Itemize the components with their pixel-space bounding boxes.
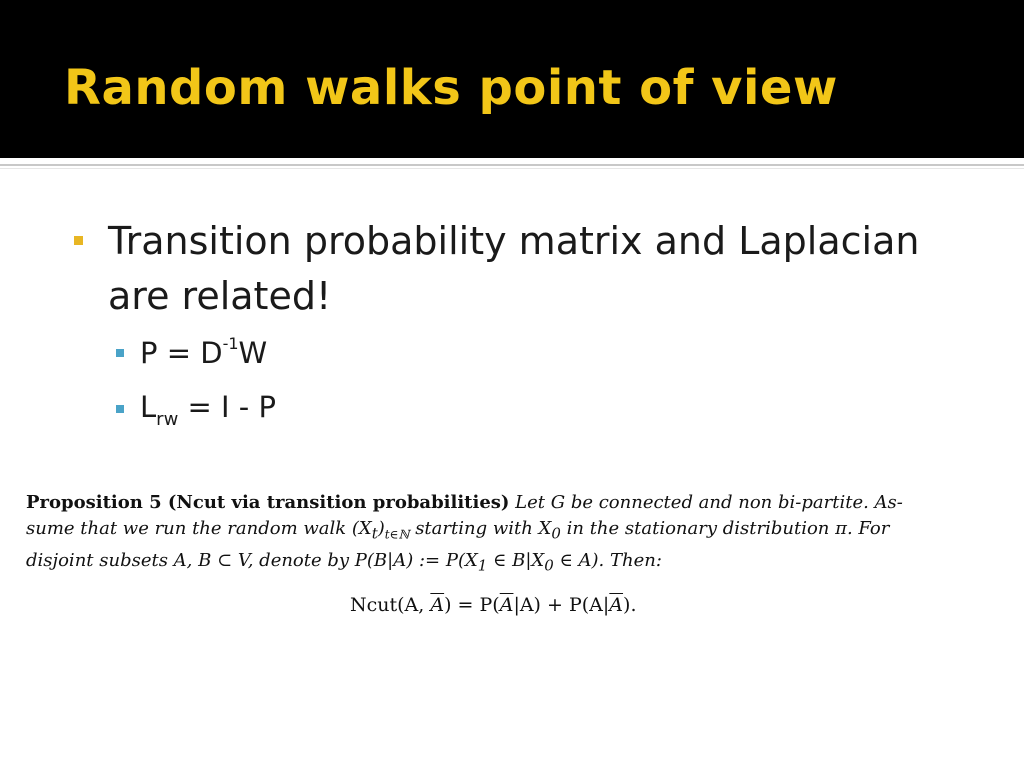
proposition-line-2-mid: starting with X xyxy=(409,518,552,539)
proposition-heading: Proposition 5 (Ncut via transition probabilities) xyxy=(26,492,510,513)
p-formula-lhs: P = D xyxy=(140,336,223,370)
title-divider xyxy=(0,164,1024,166)
index-set: t∈ℕ xyxy=(384,527,410,542)
subscript-0: 0 xyxy=(544,556,554,575)
a-complement: $\overline{A}$ xyxy=(430,594,445,616)
title-bar xyxy=(0,0,1024,158)
proposition-line-3 xyxy=(26,548,996,579)
sub-bullet-p-formula xyxy=(140,334,267,370)
subscript-0: 0 xyxy=(551,524,561,543)
main-bullet-text: Transition probability matrix and Laplacian are related! xyxy=(108,219,920,318)
sub-bullet-l-formula xyxy=(140,390,276,430)
main-bullet-icon xyxy=(74,236,83,245)
proposition-line-1 xyxy=(26,490,996,516)
ncut-equation xyxy=(350,594,636,616)
equation-end: ). xyxy=(623,594,637,616)
equation-mid-1: ) = P( xyxy=(444,594,500,616)
subscript-t: t xyxy=(371,524,378,543)
equation-mid-2: |A) + P(A| xyxy=(513,594,610,616)
proposition-line-3-text: disjoint subsets A, B ⊂ V, denote by P(B|A) := P(X xyxy=(26,549,478,571)
l-formula-base: L xyxy=(140,390,157,424)
l-formula-subscript: rw xyxy=(156,409,179,430)
sub-bullet-icon xyxy=(116,405,124,413)
p-formula-exponent: -1 xyxy=(222,334,239,353)
proposition-line-2-text: sume that we run the random walk (X xyxy=(26,518,372,539)
proposition-line-3-mid: ∈ B|X xyxy=(487,549,545,571)
proposition-block xyxy=(26,490,996,578)
title-divider-thin xyxy=(0,168,1024,169)
slide-title: Random walks point of view xyxy=(64,60,838,116)
sub-bullet-icon xyxy=(116,349,124,357)
proposition-line-2-end: in the stationary distribution π. For xyxy=(560,518,890,539)
proposition-line-2 xyxy=(26,516,996,548)
p-formula-rhs: W xyxy=(238,336,268,370)
proposition-line-3-end: ∈ A). Then: xyxy=(553,549,662,571)
a-complement: $\overline{A}$ xyxy=(499,594,514,616)
subscript-1: 1 xyxy=(477,556,488,575)
paren-close: ) xyxy=(377,518,385,539)
a-complement: $\overline{A}$ xyxy=(609,594,624,616)
l-formula-rhs: = I - P xyxy=(178,390,276,424)
proposition-line-1-text: Let G be connected and non bi-partite. As- xyxy=(509,492,903,513)
equation-lhs: Ncut(A, xyxy=(350,594,431,616)
